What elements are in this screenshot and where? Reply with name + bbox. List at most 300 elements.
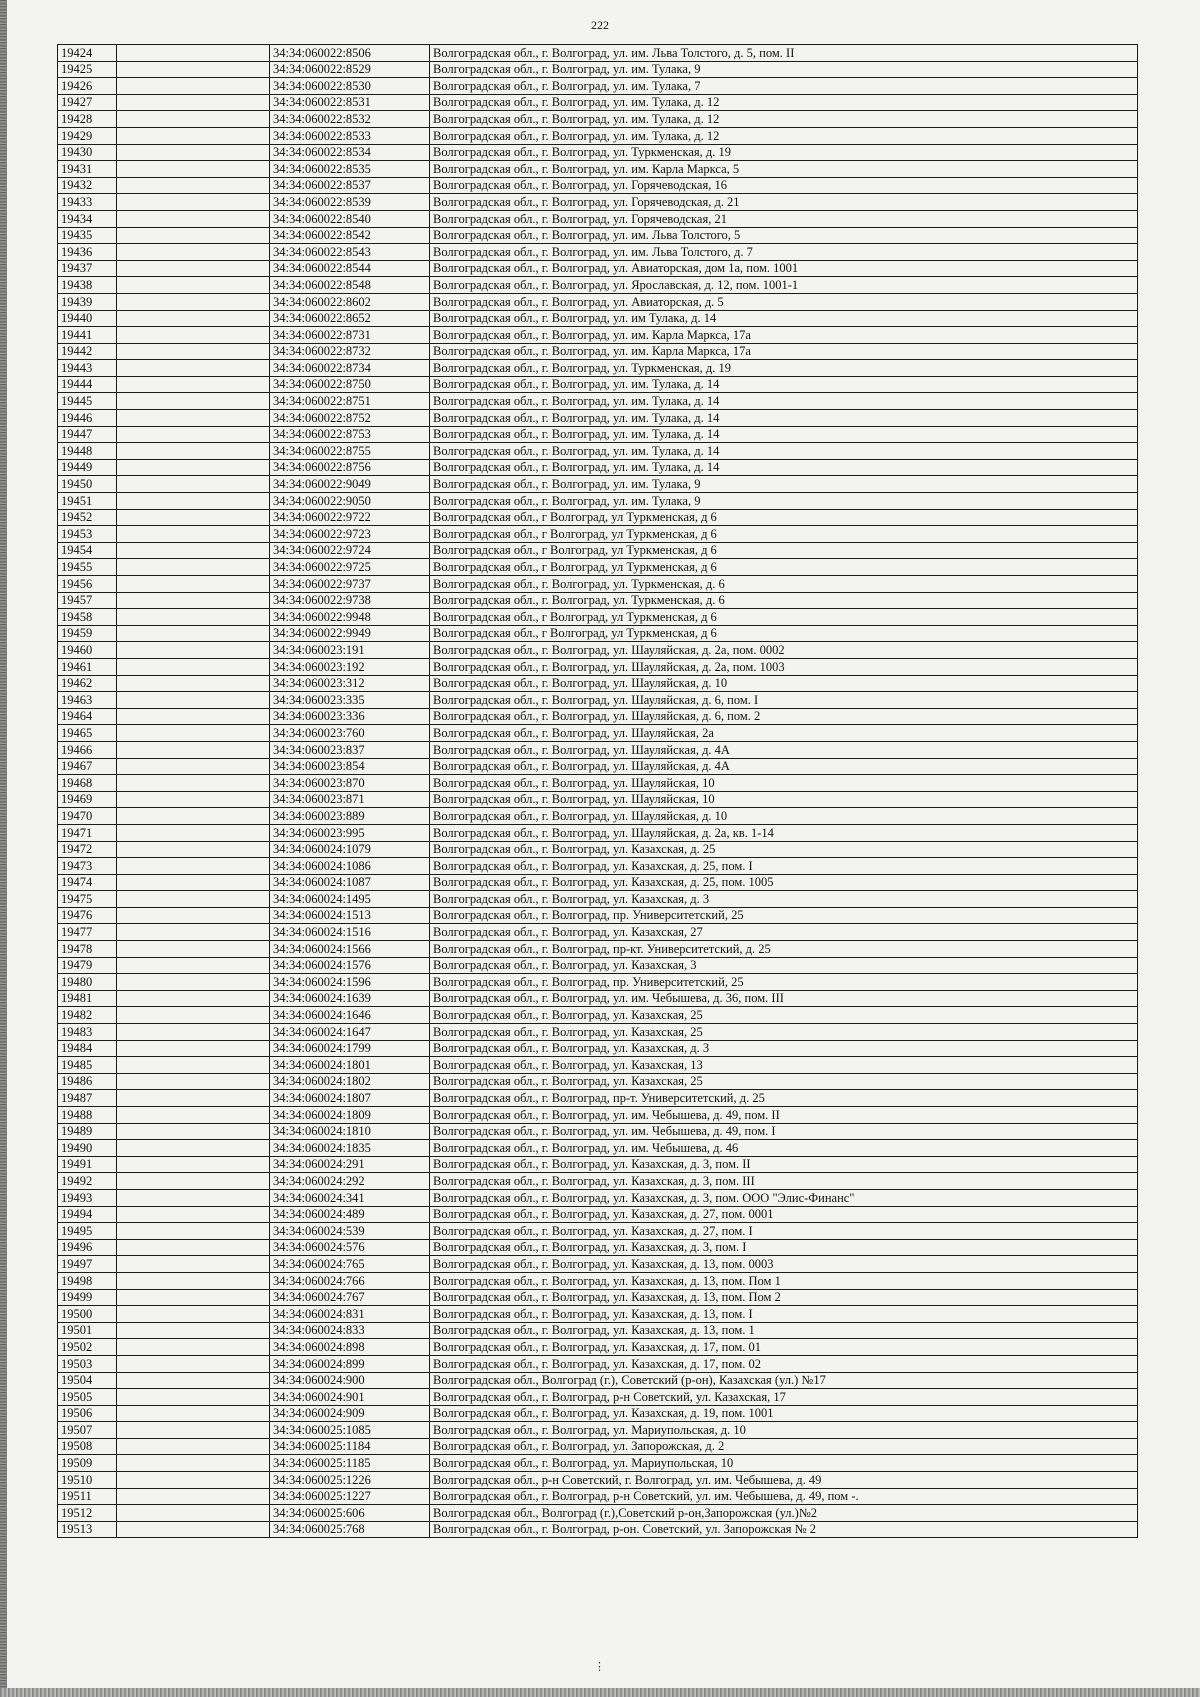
address: Волгоградская обл., г. Волгоград, ул. им. Тулака, д. 14 — [430, 426, 1138, 443]
table-row — [58, 907, 1138, 924]
table-row — [58, 161, 1138, 178]
row-number: 19445 — [58, 393, 117, 410]
table-row — [58, 1422, 1138, 1439]
cadastral-number: 34:34:060024:1596 — [270, 974, 430, 991]
address: Волгоградская обл., г. Волгоград, ул. Казахская, д. 13, пом. Пом 1 — [430, 1272, 1138, 1289]
table-row — [58, 1206, 1138, 1223]
address: Волгоградская обл., г. Волгоград, ул. им. Чебышева, д. 36, пом. III — [430, 990, 1138, 1007]
table-row — [58, 210, 1138, 227]
address: Волгоградская обл., г. Волгоград, пр. Университетский, 25 — [430, 974, 1138, 991]
table-row — [58, 692, 1138, 709]
empty-cell — [117, 1024, 270, 1041]
row-number: 19469 — [58, 791, 117, 808]
address: Волгоградская обл., г. Волгоград, ул. Шауляйская, д. 6, пом. I — [430, 692, 1138, 709]
cadastral-number: 34:34:060022:8532 — [270, 111, 430, 128]
address: Волгоградская обл., г. Волгоград, ул. им. Чебышева, д. 46 — [430, 1140, 1138, 1157]
address: Волгоградская обл., г. Волгоград, ул. Казахская, д. 27, пом. I — [430, 1223, 1138, 1240]
row-number: 19427 — [58, 94, 117, 111]
cadastral-number: 34:34:060024:1810 — [270, 1123, 430, 1140]
cadastral-number: 34:34:060022:8756 — [270, 459, 430, 476]
table-row — [58, 891, 1138, 908]
table-row — [58, 775, 1138, 792]
address: Волгоградская обл., г. Волгоград, ул. Казахская, 25 — [430, 1007, 1138, 1024]
empty-cell — [117, 277, 270, 294]
address: Волгоградская обл., г. Волгоград, ул. Шауляйская, д. 10 — [430, 808, 1138, 825]
address: Волгоградская обл., г. Волгоград, ул. Казахская, д. 13, пом. 1 — [430, 1322, 1138, 1339]
cadastral-number: 34:34:060024:1801 — [270, 1057, 430, 1074]
empty-cell — [117, 45, 270, 62]
table-row — [58, 990, 1138, 1007]
row-number: 19458 — [58, 609, 117, 626]
table-row — [58, 1107, 1138, 1124]
row-number: 19482 — [58, 1007, 117, 1024]
row-number: 19480 — [58, 974, 117, 991]
row-number: 19465 — [58, 725, 117, 742]
cadastral-number: 34:34:060022:8506 — [270, 45, 430, 62]
scan-edge-bottom — [0, 1688, 1200, 1697]
table-row — [58, 758, 1138, 775]
table-row — [58, 675, 1138, 692]
table-row — [58, 426, 1138, 443]
cadastral-number: 34:34:060024:833 — [270, 1322, 430, 1339]
cadastral-number: 34:34:060022:8752 — [270, 410, 430, 427]
address: Волгоградская обл., г. Волгоград, ул. Казахская, 25 — [430, 1073, 1138, 1090]
cadastral-number: 34:34:060024:489 — [270, 1206, 430, 1223]
row-number: 19513 — [58, 1521, 117, 1538]
empty-cell — [117, 509, 270, 526]
row-number: 19443 — [58, 360, 117, 377]
cadastral-number: 34:34:060024:900 — [270, 1372, 430, 1389]
row-number: 19463 — [58, 692, 117, 709]
table-row — [58, 576, 1138, 593]
address: Волгоградская обл., г. Волгоград, ул. Ярославская, д. 12, пом. 1001-1 — [430, 277, 1138, 294]
address: Волгоградская обл., г. Волгоград, ул. Запорожская, д. 2 — [430, 1438, 1138, 1455]
table-row — [58, 1239, 1138, 1256]
table-row — [58, 1472, 1138, 1489]
cadastral-number: 34:34:060024:576 — [270, 1239, 430, 1256]
address: Волгоградская обл., г. Волгоград, ул. Казахская, д. 27, пом. 0001 — [430, 1206, 1138, 1223]
empty-cell — [117, 410, 270, 427]
cadastral-number: 34:34:060024:831 — [270, 1306, 430, 1323]
address: Волгоградская обл., г. Волгоград, ул. Шауляйская, д. 2а, кв. 1-14 — [430, 824, 1138, 841]
table-row — [58, 293, 1138, 310]
empty-cell — [117, 675, 270, 692]
row-number: 19505 — [58, 1389, 117, 1406]
cadastral-number: 34:34:060024:1647 — [270, 1024, 430, 1041]
cadastral-number: 34:34:060025:1185 — [270, 1455, 430, 1472]
row-number: 19447 — [58, 426, 117, 443]
cadastral-number: 34:34:060023:336 — [270, 708, 430, 725]
cadastral-number: 34:34:060023:192 — [270, 658, 430, 675]
row-number: 19494 — [58, 1206, 117, 1223]
table-row — [58, 1123, 1138, 1140]
empty-cell — [117, 1123, 270, 1140]
table-row — [58, 144, 1138, 161]
empty-cell — [117, 1488, 270, 1505]
empty-cell — [117, 1256, 270, 1273]
cadastral-number: 34:34:060024:1513 — [270, 907, 430, 924]
address: Волгоградская обл., г. Волгоград, ул. им. Тулака, д. 14 — [430, 459, 1138, 476]
table-row — [58, 111, 1138, 128]
empty-cell — [117, 476, 270, 493]
cadastral-number: 34:34:060024:1495 — [270, 891, 430, 908]
row-number: 19452 — [58, 509, 117, 526]
table-row — [58, 1156, 1138, 1173]
table-row — [58, 310, 1138, 327]
row-number: 19486 — [58, 1073, 117, 1090]
cadastral-number: 34:34:060024:1079 — [270, 841, 430, 858]
table-row — [58, 277, 1138, 294]
cadastral-number: 34:34:060022:9738 — [270, 592, 430, 609]
cadastral-number: 34:34:060024:765 — [270, 1256, 430, 1273]
row-number: 19435 — [58, 227, 117, 244]
cadastral-number: 34:34:060023:837 — [270, 741, 430, 758]
cadastral-number: 34:34:060024:539 — [270, 1223, 430, 1240]
cadastral-number: 34:34:060023:995 — [270, 824, 430, 841]
address: Волгоградская обл., г. Волгоград, ул. Казахская, д. 3, пом. I — [430, 1239, 1138, 1256]
cadastral-number: 34:34:060025:768 — [270, 1521, 430, 1538]
empty-cell — [117, 1173, 270, 1190]
table-row — [58, 127, 1138, 144]
address: Волгоградская обл., г. Волгоград, р-н Советский, ул. им. Чебышева, д. 49, пом -. — [430, 1488, 1138, 1505]
row-number: 19493 — [58, 1189, 117, 1206]
address: Волгоградская обл., г. Волгоград, ул. им. Тулака, д. 14 — [430, 410, 1138, 427]
table-row — [58, 941, 1138, 958]
address: Волгоградская обл., г. Волгоград, ул. им. Тулака, д. 14 — [430, 376, 1138, 393]
empty-cell — [117, 526, 270, 543]
registry-table-body — [58, 45, 1138, 1538]
address: Волгоградская обл., г. Волгоград, ул. Горячеводская, 16 — [430, 177, 1138, 194]
row-number: 19476 — [58, 907, 117, 924]
empty-cell — [117, 808, 270, 825]
row-number: 19500 — [58, 1306, 117, 1323]
empty-cell — [117, 177, 270, 194]
row-number: 19462 — [58, 675, 117, 692]
row-number: 19506 — [58, 1405, 117, 1422]
address: Волгоградская обл., г. Волгоград, ул. Мариупольская, 10 — [430, 1455, 1138, 1472]
empty-cell — [117, 1422, 270, 1439]
address: Волгоградская обл., г. Волгоград, ул. Шауляйская, д. 4А — [430, 758, 1138, 775]
row-number: 19495 — [58, 1223, 117, 1240]
address: Волгоградская обл., Волгоград (г.),Советский р-он,Запорожская (ул.)№2 — [430, 1505, 1138, 1522]
cadastral-number: 34:34:060022:8602 — [270, 293, 430, 310]
page-number: 222 — [591, 18, 609, 32]
cadastral-number: 34:34:060024:1835 — [270, 1140, 430, 1157]
cadastral-number: 34:34:060024:1087 — [270, 874, 430, 891]
row-number: 19498 — [58, 1272, 117, 1289]
row-number: 19461 — [58, 658, 117, 675]
cadastral-number: 34:34:060022:8540 — [270, 210, 430, 227]
empty-cell — [117, 1090, 270, 1107]
table-row — [58, 526, 1138, 543]
row-number: 19491 — [58, 1156, 117, 1173]
empty-cell — [117, 1189, 270, 1206]
empty-cell — [117, 576, 270, 593]
empty-cell — [117, 360, 270, 377]
address: Волгоградская обл., г. Волгоград, пр. Университетский, 25 — [430, 907, 1138, 924]
empty-cell — [117, 642, 270, 659]
cadastral-number: 34:34:060024:899 — [270, 1355, 430, 1372]
empty-cell — [117, 609, 270, 626]
cadastral-number: 34:34:060023:854 — [270, 758, 430, 775]
cadastral-number: 34:34:060022:9722 — [270, 509, 430, 526]
empty-cell — [117, 94, 270, 111]
row-number: 19428 — [58, 111, 117, 128]
empty-cell — [117, 78, 270, 95]
empty-cell — [117, 725, 270, 742]
row-number: 19431 — [58, 161, 117, 178]
address: Волгоградская обл., г. Волгоград, ул. Шауляйская, д. 2а, пом. 0002 — [430, 642, 1138, 659]
row-number: 19511 — [58, 1488, 117, 1505]
cadastral-number: 34:34:060022:8731 — [270, 327, 430, 344]
row-number: 19503 — [58, 1355, 117, 1372]
empty-cell — [117, 874, 270, 891]
table-row — [58, 1057, 1138, 1074]
address: Волгоградская обл., г. Волгоград, ул. им. Льва Толстого, д. 7 — [430, 244, 1138, 261]
cadastral-number: 34:34:060025:1227 — [270, 1488, 430, 1505]
table-row — [58, 360, 1138, 377]
address: Волгоградская обл., г. Волгоград, ул. Шауляйская, д. 2а, пом. 1003 — [430, 658, 1138, 675]
empty-cell — [117, 327, 270, 344]
cadastral-number: 34:34:060022:9737 — [270, 576, 430, 593]
row-number: 19429 — [58, 127, 117, 144]
empty-cell — [117, 426, 270, 443]
empty-cell — [117, 161, 270, 178]
cadastral-number: 34:34:060022:9725 — [270, 559, 430, 576]
empty-cell — [117, 858, 270, 875]
empty-cell — [117, 1073, 270, 1090]
cadastral-number: 34:34:060022:8529 — [270, 61, 430, 78]
empty-cell — [117, 924, 270, 941]
table-row — [58, 244, 1138, 261]
cadastral-number: 34:34:060024:341 — [270, 1189, 430, 1206]
empty-cell — [117, 824, 270, 841]
empty-cell — [117, 559, 270, 576]
row-number: 19425 — [58, 61, 117, 78]
table-row — [58, 509, 1138, 526]
row-number: 19433 — [58, 194, 117, 211]
address: Волгоградская обл., Волгоград (г.), Советский (р-он), Казахская (ул.) №17 — [430, 1372, 1138, 1389]
table-row — [58, 1189, 1138, 1206]
row-number: 19474 — [58, 874, 117, 891]
empty-cell — [117, 941, 270, 958]
row-number: 19468 — [58, 775, 117, 792]
table-row — [58, 642, 1138, 659]
empty-cell — [117, 459, 270, 476]
address: Волгоградская обл., г. Волгоград, ул. Казахская, д. 17, пом. 02 — [430, 1355, 1138, 1372]
row-number: 19487 — [58, 1090, 117, 1107]
table-row — [58, 658, 1138, 675]
empty-cell — [117, 907, 270, 924]
address: Волгоградская обл., г. Волгоград, ул. им. Карла Маркса, 17а — [430, 327, 1138, 344]
address: Волгоградская обл., г. Волгоград, ул. Шауляйская, 10 — [430, 791, 1138, 808]
row-number: 19434 — [58, 210, 117, 227]
cadastral-number: 34:34:060024:898 — [270, 1339, 430, 1356]
cadastral-number: 34:34:060022:8751 — [270, 393, 430, 410]
address: Волгоградская обл., г. Волгоград, ул. Казахская, д. 3 — [430, 891, 1138, 908]
cadastral-number: 34:34:060025:1226 — [270, 1472, 430, 1489]
row-number: 19477 — [58, 924, 117, 941]
cadastral-number: 34:34:060024:901 — [270, 1389, 430, 1406]
table-row — [58, 1389, 1138, 1406]
empty-cell — [117, 227, 270, 244]
row-number: 19481 — [58, 990, 117, 1007]
row-number: 19490 — [58, 1140, 117, 1157]
table-row — [58, 808, 1138, 825]
cadastral-number: 34:34:060022:8732 — [270, 343, 430, 360]
empty-cell — [117, 1455, 270, 1472]
table-row — [58, 476, 1138, 493]
empty-cell — [117, 1007, 270, 1024]
empty-cell — [117, 791, 270, 808]
row-number: 19473 — [58, 858, 117, 875]
cadastral-number: 34:34:060024:1086 — [270, 858, 430, 875]
row-number: 19471 — [58, 824, 117, 841]
table-row — [58, 542, 1138, 559]
row-number: 19479 — [58, 957, 117, 974]
table-row — [58, 858, 1138, 875]
table-row — [58, 1256, 1138, 1273]
table-row — [58, 791, 1138, 808]
empty-cell — [117, 1272, 270, 1289]
address: Волгоградская обл., г. Волгоград, пр-т. Университетский, д. 25 — [430, 1090, 1138, 1107]
empty-cell — [117, 957, 270, 974]
row-number: 19492 — [58, 1173, 117, 1190]
cadastral-number: 34:34:060022:9724 — [270, 542, 430, 559]
row-number: 19483 — [58, 1024, 117, 1041]
address: Волгоградская обл., г. Волгоград, ул. Горячеводская, д. 21 — [430, 194, 1138, 211]
empty-cell — [117, 376, 270, 393]
cadastral-number: 34:34:060023:889 — [270, 808, 430, 825]
row-number: 19464 — [58, 708, 117, 725]
empty-cell — [117, 144, 270, 161]
row-number: 19512 — [58, 1505, 117, 1522]
row-number: 19441 — [58, 327, 117, 344]
address: Волгоградская обл., г. Волгоград, ул. Казахская, д. 3, пом. III — [430, 1173, 1138, 1190]
row-number: 19501 — [58, 1322, 117, 1339]
table-row — [58, 1140, 1138, 1157]
empty-cell — [117, 111, 270, 128]
table-row — [58, 61, 1138, 78]
empty-cell — [117, 741, 270, 758]
cadastral-number: 34:34:060022:8543 — [270, 244, 430, 261]
row-number: 19504 — [58, 1372, 117, 1389]
row-number: 19450 — [58, 476, 117, 493]
table-row — [58, 45, 1138, 62]
row-number: 19484 — [58, 1040, 117, 1057]
empty-cell — [117, 708, 270, 725]
address: Волгоградская обл., г. Волгоград, ул. Авиаторская, д. 5 — [430, 293, 1138, 310]
row-number: 19454 — [58, 542, 117, 559]
row-number: 19497 — [58, 1256, 117, 1273]
address: Волгоградская обл., г. Волгоград, ул. им. Тулака, 9 — [430, 61, 1138, 78]
address: Волгоградская обл., г. Волгоград, ул. им. Тулака, д. 12 — [430, 94, 1138, 111]
empty-cell — [117, 493, 270, 510]
row-number: 19460 — [58, 642, 117, 659]
address: Волгоградская обл., г. Волгоград, ул. Казахская, д. 17, пом. 01 — [430, 1339, 1138, 1356]
empty-cell — [117, 1322, 270, 1339]
address: Волгоградская обл., г. Волгоград, р-н Советский, ул. Казахская, 17 — [430, 1389, 1138, 1406]
cadastral-number: 34:34:060023:870 — [270, 775, 430, 792]
row-number: 19475 — [58, 891, 117, 908]
address: Волгоградская обл., г. Волгоград, ул. им Тулака, д. 14 — [430, 310, 1138, 327]
row-number: 19508 — [58, 1438, 117, 1455]
table-row — [58, 1372, 1138, 1389]
table-row — [58, 1488, 1138, 1505]
row-number: 19457 — [58, 592, 117, 609]
empty-cell — [117, 1206, 270, 1223]
address: Волгоградская обл., г. Волгоград, ул. Казахская, д. 13, пом. Пом 2 — [430, 1289, 1138, 1306]
address: Волгоградская обл., г. Волгоград, ул. Казахская, д. 25, пом. I — [430, 858, 1138, 875]
address: Волгоградская обл., г. Волгоград, ул. им. Тулака, д. 12 — [430, 127, 1138, 144]
address: Волгоградская обл., г. Волгоград, ул. им. Карла Маркса, 5 — [430, 161, 1138, 178]
address: Волгоградская обл., г. Волгоград, ул. им. Карла Маркса, 17а — [430, 343, 1138, 360]
cadastral-number: 34:34:060022:8542 — [270, 227, 430, 244]
table-row — [58, 227, 1138, 244]
cadastral-number: 34:34:060023:312 — [270, 675, 430, 692]
table-row — [58, 974, 1138, 991]
table-row — [58, 327, 1138, 344]
cadastral-number: 34:34:060024:292 — [270, 1173, 430, 1190]
row-number: 19478 — [58, 941, 117, 958]
empty-cell — [117, 1372, 270, 1389]
table-row — [58, 260, 1138, 277]
table-row — [58, 1521, 1138, 1538]
address: Волгоградская обл., г. Волгоград, ул. Казахская, 13 — [430, 1057, 1138, 1074]
empty-cell — [117, 310, 270, 327]
table-row — [58, 1073, 1138, 1090]
row-number: 19467 — [58, 758, 117, 775]
cadastral-number: 34:34:060022:8734 — [270, 360, 430, 377]
table-row — [58, 1438, 1138, 1455]
table-row — [58, 94, 1138, 111]
row-number: 19509 — [58, 1455, 117, 1472]
address: Волгоградская обл., г. Волгоград, ул. Туркменская, д. 6 — [430, 592, 1138, 609]
empty-cell — [117, 1223, 270, 1240]
table-row — [58, 1505, 1138, 1522]
cadastral-number: 34:34:060022:8548 — [270, 277, 430, 294]
cadastral-number: 34:34:060022:9049 — [270, 476, 430, 493]
empty-cell — [117, 758, 270, 775]
address: Волгоградская обл., г. Волгоград, ул. Казахская, д. 19, пом. 1001 — [430, 1405, 1138, 1422]
table-row — [58, 1272, 1138, 1289]
empty-cell — [117, 1355, 270, 1372]
address: Волгоградская обл., г Волгоград, ул Туркменская, д 6 — [430, 509, 1138, 526]
address: Волгоградская обл., г. Волгоград, ул. Шауляйская, д. 4А — [430, 741, 1138, 758]
row-number: 19499 — [58, 1289, 117, 1306]
row-number: 19470 — [58, 808, 117, 825]
address: Волгоградская обл., г. Волгоград, ул. им. Тулака, 9 — [430, 476, 1138, 493]
cadastral-number: 34:34:060024:909 — [270, 1405, 430, 1422]
row-number: 19446 — [58, 410, 117, 427]
row-number: 19472 — [58, 841, 117, 858]
table-row — [58, 1306, 1138, 1323]
cadastral-number: 34:34:060022:8537 — [270, 177, 430, 194]
empty-cell — [117, 841, 270, 858]
table-row — [58, 1090, 1138, 1107]
address: Волгоградская обл., г. Волгоград, ул. Казахская, д. 13, пом. I — [430, 1306, 1138, 1323]
empty-cell — [117, 1438, 270, 1455]
table-row — [58, 708, 1138, 725]
empty-cell — [117, 1389, 270, 1406]
empty-cell — [117, 1239, 270, 1256]
table-row — [58, 194, 1138, 211]
address: Волгоградская обл., г. Волгоград, ул. Казахская, д. 25, пом. 1005 — [430, 874, 1138, 891]
empty-cell — [117, 1472, 270, 1489]
row-number: 19453 — [58, 526, 117, 543]
address: Волгоградская обл., г. Волгоград, ул. им. Тулака, д. 12 — [430, 111, 1138, 128]
cadastral-number: 34:34:060024:766 — [270, 1272, 430, 1289]
